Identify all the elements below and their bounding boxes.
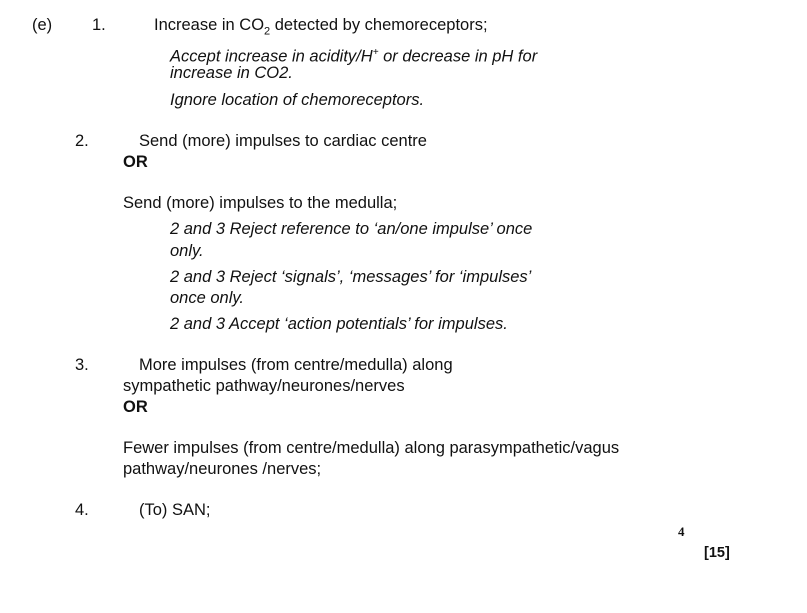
total-marks: [15] [704, 545, 730, 561]
item-2-or: OR [123, 153, 148, 171]
item-number-1: 1. [92, 16, 106, 34]
item-2-note-5: 2 and 3 Accept ‘action potentials’ for impulses. [170, 315, 508, 333]
item-3-line-2b: pathway/neurones /nerves; [123, 460, 322, 478]
item-1-note-1b: or decrease in pH for [378, 47, 538, 66]
marks-value: 4 [678, 524, 685, 539]
item-2-note-3: 2 and 3 Reject ‘signals’, ‘messages’ for ‘impulses’ [170, 268, 532, 286]
item-1-note-2: increase in CO2. [170, 64, 293, 82]
item-1-text [154, 15, 488, 42]
item-number-2: 2. [75, 132, 89, 150]
item-1-text-after: detected by chemoreceptors; [270, 16, 488, 34]
part-label: (e) [32, 16, 53, 34]
item-2-line-1: Send (more) impulses to cardiac centre [139, 132, 427, 150]
item-1-note-superscript: + [372, 47, 379, 58]
item-number-4: 4. [75, 501, 89, 519]
item-2-note-1: 2 and 3 Reject reference to ‘an/one impulse’ once [170, 220, 533, 238]
item-3-line-2a: Fewer impulses (from centre/medulla) along parasympathetic/vagus [123, 439, 620, 457]
item-1-note-3: Ignore location of chemoreceptors. [170, 91, 425, 109]
item-number-3: 3. [75, 356, 89, 374]
item-3-or: OR [123, 398, 148, 416]
item-3-line-1b: sympathetic pathway/neurones/nerves [123, 377, 405, 395]
item-1-subscript: 2 [264, 25, 271, 38]
item-2-line-2: Send (more) impulses to the medulla; [123, 194, 398, 212]
item-2-note-4: once only. [170, 289, 244, 307]
item-2-note-2: only. [170, 242, 204, 260]
item-1-note-1a: Accept increase in acidity/H [170, 47, 373, 66]
item-1-text-before: Increase in CO [154, 16, 265, 34]
item-3-line-1a: More impulses (from centre/medulla) along [139, 356, 453, 374]
item-4-line-1: (To) SAN; [139, 501, 211, 519]
